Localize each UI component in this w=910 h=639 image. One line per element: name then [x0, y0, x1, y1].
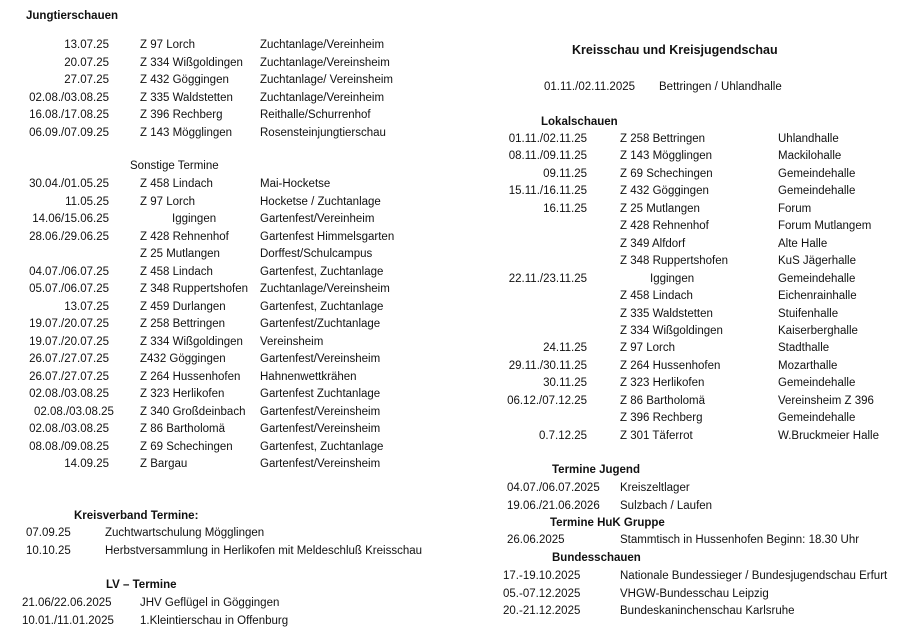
row-date: 08.08./09.08.25: [29, 440, 109, 453]
row-date: 04.07./06.07.2025: [507, 482, 600, 494]
row-date: 30.11.25: [543, 377, 587, 390]
row-location: Uhlandhalle: [778, 133, 839, 145]
row-event: Bundeskaninchenschau Karlsruhe: [620, 605, 795, 617]
row-location: Zuchtanlage/Vereinsheim: [260, 283, 390, 295]
row-location: Mai-Hocketse: [260, 178, 331, 190]
row-club: Z 348 Ruppertshofen: [620, 255, 729, 268]
row-date: 13.07.25: [64, 39, 109, 51]
row-club: Z Bargau: [140, 458, 188, 470]
row-event: VHGW-Bundesschau Leipzig: [620, 587, 769, 600]
row-location: Gartenfest Zuchtanlage: [260, 388, 381, 400]
row-location: Gartenfest/Vereinsheim: [260, 405, 381, 418]
row-club: Z 432 Göggingen: [620, 185, 709, 198]
row-date: 09.11.25: [543, 167, 587, 180]
row-date: 21.06/22.06.2025: [22, 597, 112, 609]
row-location: Mozarthalle: [778, 359, 838, 372]
row-event: Nationale Bundessieger / Bundesjugendschau Erfurt: [620, 570, 888, 582]
termine-huk-heading: Termine HuK Gruppe: [550, 517, 665, 529]
row-club: Z 459 Durlangen: [140, 300, 226, 313]
row-location: KuS Jägerhalle: [778, 255, 856, 268]
row-event: 1.Kleintierschau in Offenburg: [140, 614, 289, 627]
row-club: Z 97 Lorch: [620, 342, 675, 355]
row-club: Z 86 Bartholomä: [620, 394, 706, 407]
row-club: Z 396 Rechberg: [140, 109, 223, 121]
row-location: Rosensteinjungtierschau: [260, 126, 386, 139]
row-club: Z 258 Bettringen: [620, 133, 706, 145]
lv-termine-heading: LV – Termine: [106, 579, 177, 591]
row-club: Z 348 Ruppertshofen: [140, 283, 249, 295]
row-club: Z 349 Alfdorf: [620, 237, 686, 250]
row-date: 06.12./07.12.25: [507, 394, 587, 407]
row-location: Vereinsheim Z 396: [778, 394, 874, 407]
kreisschau-place: Bettringen / Uhlandhalle: [659, 81, 782, 93]
sonstige-termine-heading: Sonstige Termine: [130, 160, 219, 172]
row-date: 26.06.2025: [507, 534, 565, 546]
row-date: 26.07./27.07.25: [29, 370, 109, 383]
row-club: Z 335 Waldstetten: [140, 91, 233, 104]
row-date: 02.08./03.08.25: [29, 423, 109, 435]
row-location: Gartenfest, Zuchtanlage: [260, 300, 384, 313]
row-date: 07.09.25: [26, 527, 71, 539]
row-date: 26.07./27.07.25: [29, 353, 109, 365]
row-club: Iggingen: [650, 272, 695, 285]
row-location: Vereinsheim: [260, 335, 324, 348]
row-date: 16.08./17.08.25: [29, 109, 109, 121]
row-date: 05.-07.12.2025: [503, 587, 581, 600]
row-location: Hocketse / Zuchtanlage: [260, 195, 381, 208]
row-date: 10.01./11.01.2025: [22, 614, 114, 627]
row-date: 27.07.25: [64, 74, 109, 86]
row-club: Z 335 Waldstetten: [620, 307, 713, 320]
row-club: Z 428 Rehnenhof: [140, 230, 229, 243]
row-location: Forum Mutlangem: [778, 220, 872, 233]
row-location: Gartenfest Himmelsgarten: [260, 230, 395, 243]
row-club: Z 258 Bettringen: [140, 318, 226, 330]
bundesschauen-heading: Bundesschauen: [552, 552, 641, 564]
row-date: 10.10.25: [26, 544, 71, 557]
row-date: 14.09.25: [64, 458, 109, 470]
row-event: Herbstversammlung in Herlikofen mit Meldeschluß Kreisschau: [105, 544, 423, 557]
row-date: 30.04./01.05.25: [29, 178, 109, 190]
row-event: Stammtisch in Hussenhofen Beginn: 18.30 Uhr: [620, 534, 860, 546]
row-location: Stadthalle: [778, 342, 830, 355]
row-club: Z 69 Schechingen: [140, 440, 233, 453]
row-location: Gartenfest/Vereinsheim: [260, 458, 381, 470]
row-club: Z 143 Mögglingen: [620, 150, 713, 163]
row-date: 15.11./16.11.25: [508, 185, 587, 198]
row-location: Alte Halle: [778, 237, 828, 250]
row-date: 0.7.12.25: [539, 429, 587, 442]
row-date: 24.11.25: [543, 342, 587, 355]
row-club: Z 323 Herlikofen: [620, 377, 705, 390]
row-club: Z 301 Täferrot: [620, 429, 693, 442]
row-date: 02.08./03.08.25: [34, 405, 114, 418]
row-event: Zuchtwartschulung Mögglingen: [105, 527, 265, 539]
row-club: Z 97 Lorch: [140, 39, 195, 51]
row-club: Z 323 Herlikofen: [140, 388, 225, 400]
row-location: Gemeindehalle: [778, 185, 856, 198]
row-club: Z 428 Rehnenhof: [620, 220, 709, 233]
jungtierschauen-heading: Jungtierschauen: [26, 10, 119, 22]
row-location: Hahnenwettkrähen: [260, 370, 357, 383]
row-club: Z 86 Bartholomä: [140, 423, 226, 435]
row-date: 01.11./02.11.25: [508, 133, 587, 145]
row-club: Z 143 Mögglingen: [140, 126, 233, 139]
kreisschau-heading: Kreisschau und Kreisjugendschau: [572, 43, 778, 57]
row-club: Z 25 Mutlangen: [620, 202, 700, 215]
row-location: Dorffest/Schulcampus: [260, 248, 373, 260]
row-event: Sulzbach / Laufen: [620, 499, 713, 512]
row-date: 05.07./06.07.25: [29, 283, 109, 295]
row-location: Gemeindehalle: [778, 167, 856, 180]
row-club: Z 458 Lindach: [620, 290, 693, 303]
row-location: Gartenfest/Vereinheim: [260, 213, 375, 225]
row-location: Gartenfest, Zuchtanlage: [260, 265, 384, 278]
row-location: Gartenfest, Zuchtanlage: [260, 440, 384, 453]
row-location: Reithalle/Schurrenhof: [260, 109, 371, 121]
row-date: 29.11./30.11.25: [508, 359, 587, 372]
row-club: Z 264 Hussenhofen: [140, 370, 241, 383]
row-date: 08.11./09.11.25: [508, 150, 587, 163]
row-date: 02.08./03.08.25: [29, 388, 109, 400]
row-location: Eichenrainhalle: [778, 290, 857, 303]
row-date: 17.-19.10.2025: [503, 570, 581, 582]
row-club: Z432 Göggingen: [140, 353, 226, 365]
row-date: 19.06./21.06.2026: [507, 499, 600, 512]
row-date: 20.-21.12.2025: [503, 605, 581, 617]
row-event: JHV Geflügel in Göggingen: [140, 597, 280, 609]
row-date: 20.07.25: [64, 56, 109, 69]
lokalschauen-heading: Lokalschauen: [541, 116, 618, 128]
kreisschau-date: 01.11./02.11.2025: [544, 81, 636, 93]
row-location: Kaiserberghalle: [778, 324, 858, 337]
row-location: Gartenfest/Vereinsheim: [260, 423, 381, 435]
row-location: Gemeindehalle: [778, 272, 856, 285]
row-club: Iggingen: [172, 213, 217, 225]
row-location: Mackilohalle: [778, 150, 842, 163]
row-date: 13.07.25: [64, 300, 109, 313]
row-location: Gemeindehalle: [778, 412, 856, 425]
row-club: Z 334 Wißgoldingen: [140, 56, 243, 69]
row-date: 19.07./20.07.25: [29, 335, 109, 348]
row-club: Z 264 Hussenhofen: [620, 359, 721, 372]
row-date: 06.09./07.09.25: [29, 126, 109, 139]
row-event: Kreiszeltlager: [620, 482, 690, 494]
row-date: 19.07./20.07.25: [29, 318, 109, 330]
row-club: Z 432 Göggingen: [140, 74, 229, 86]
row-location: Zuchtanlage/Vereinheim: [260, 39, 385, 51]
row-date: 14.06/15.06.25: [32, 213, 109, 225]
row-club: Z 458 Lindach: [140, 178, 213, 190]
row-date: 02.08./03.08.25: [29, 91, 109, 104]
row-location: Zuchtanlage/Vereinsheim: [260, 56, 390, 69]
row-date: 04.07./06.07.25: [29, 265, 109, 278]
row-date: 28.06./29.06.25: [29, 230, 109, 243]
row-club: Z 458 Lindach: [140, 265, 213, 278]
row-club: Z 334 Wißgoldingen: [620, 324, 723, 337]
row-location: Gemeindehalle: [778, 377, 856, 390]
row-location: W.Bruckmeier Halle: [778, 429, 879, 442]
row-club: Z 396 Rechberg: [620, 412, 703, 425]
row-club: Z 340 Großdeinbach: [140, 405, 246, 418]
row-date: 16.11.25: [543, 202, 587, 215]
row-location: Gartenfest/Vereinsheim: [260, 353, 381, 365]
row-location: Zuchtanlage/ Vereinsheim: [260, 74, 393, 86]
row-club: Z 25 Mutlangen: [140, 248, 220, 260]
row-location: Gartenfest/Zuchtanlage: [260, 318, 381, 330]
row-date: 11.05.25: [65, 195, 109, 208]
row-location: Stuifenhalle: [778, 307, 839, 320]
row-location: Forum: [778, 202, 812, 215]
kreisverband-heading: Kreisverband Termine:: [74, 510, 199, 522]
row-club: Z 69 Schechingen: [620, 167, 713, 180]
row-date: 22.11./23.11.25: [508, 272, 587, 285]
row-club: Z 334 Wißgoldingen: [140, 335, 243, 348]
row-location: Zuchtanlage/Vereinheim: [260, 91, 385, 104]
row-club: Z 97 Lorch: [140, 195, 195, 208]
termine-jugend-heading: Termine Jugend: [552, 464, 640, 476]
